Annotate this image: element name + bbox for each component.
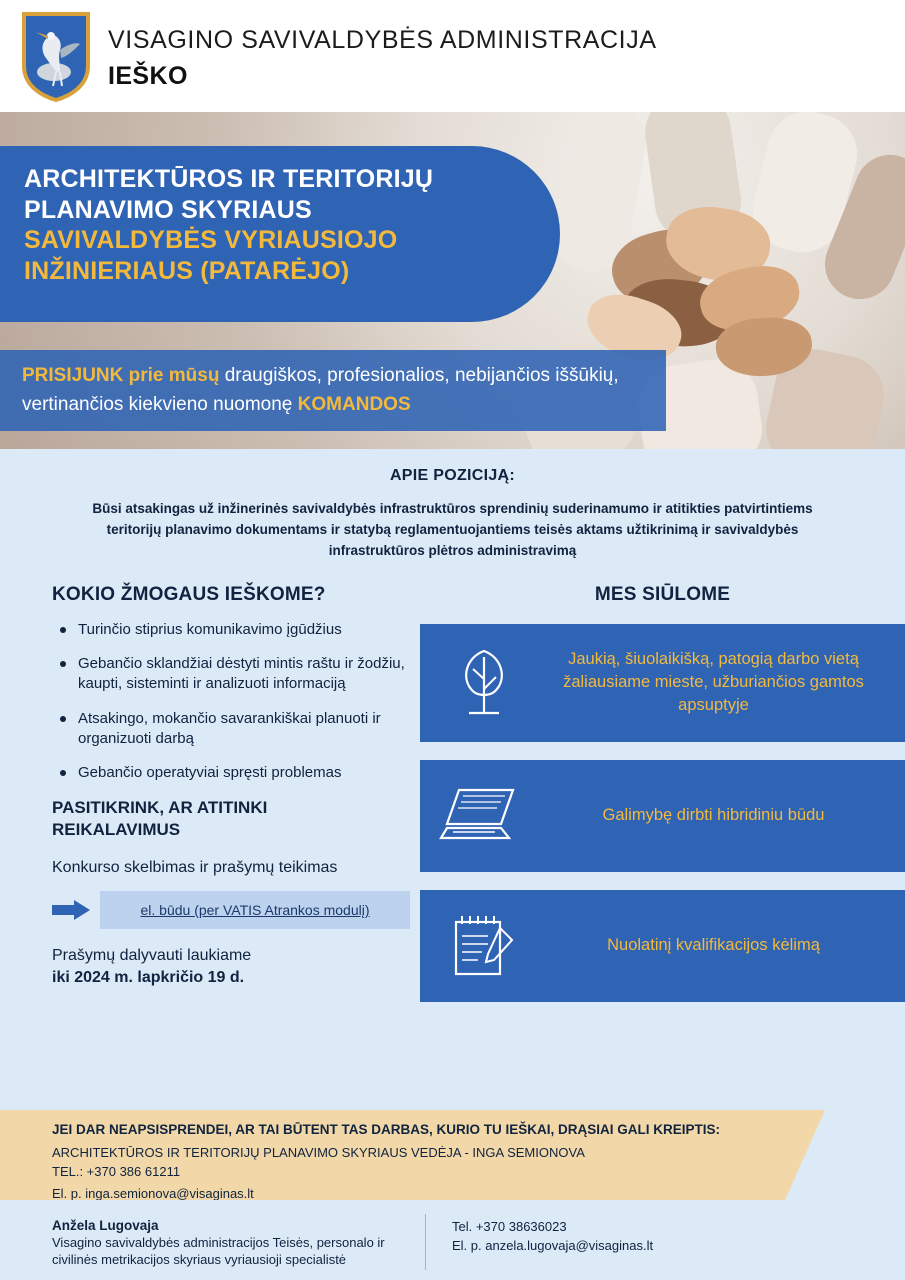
requirements-list — [52, 620, 420, 784]
contact-phone: TEL.: +370 386 61211 — [52, 1164, 181, 1179]
tree-icon — [430, 643, 538, 723]
deadline-block — [52, 945, 420, 990]
arrow-right-icon — [52, 899, 92, 926]
offers-column — [420, 584, 905, 1020]
footer — [0, 1200, 905, 1280]
laptop-icon — [430, 782, 538, 850]
vatis-application-link[interactable]: el. būdu (per VATIS Atrankos modulį) — [140, 902, 370, 919]
check-requirements-line2: REIKALAVIMUS — [52, 820, 181, 840]
seeking-label: IEŠKO — [108, 62, 188, 90]
offer-card-workplace — [420, 624, 905, 742]
footer-email: El. p. anzela.lugovaja@visaginas.lt — [452, 1237, 654, 1253]
offers-heading: MES SIŪLOME — [594, 583, 731, 605]
content-columns — [0, 584, 905, 1020]
position-title-band — [0, 146, 560, 322]
join-body-text: draugiškos, profesionalios, nebijančios iššūkių, vertinančios kiekvieno nuomonę — [22, 365, 619, 415]
list-item: Turinčio stiprius komunikavimo įgūdžius — [52, 620, 420, 640]
coat-of-arms-heron-icon — [20, 10, 92, 102]
footer-phone: Tel. +370 38636023 — [452, 1219, 567, 1234]
contact-line1: JEI DAR NEAPSISPRENDEI, AR TAI BŪTENT TAS DARBAS, KURIO TU IEŠKAI, DRĄSIAI GALI KREIPTIS: — [52, 1122, 721, 1137]
hero-section — [0, 112, 905, 449]
organization-title: VISAGINO SAVIVALDYBĖS ADMINISTRACIJA — [108, 26, 657, 54]
offer-text: Galimybę dirbti hibridiniu būdu — [602, 806, 825, 825]
check-requirements-line1: PASITIKRINK, AR ATITINKI — [52, 798, 268, 818]
list-item: Atsakingo, mokančio savarankiškai planuoti ir organizuoti darbą — [52, 709, 420, 750]
footer-name: Anžela Lugovaja — [52, 1218, 159, 1233]
footer-description: Visagino savivaldybės administracijos Teisės, personalo ir civilinės metrikacijos skyriaus vyriausioji specialistė — [52, 1235, 385, 1267]
join-accent-start: PRISIJUNK prie mūsų — [22, 365, 220, 386]
contact-email: El. p. inga.semionova@visaginas.lt — [52, 1186, 254, 1200]
requirements-column — [0, 584, 420, 1020]
application-link-row — [52, 891, 420, 929]
requirements-heading: KOKIO ŽMOGAUS IEŠKOME? — [52, 583, 326, 605]
position-title-line3: SAVIVALDYBĖS VYRIAUSIOJO — [24, 226, 398, 254]
position-title-line4: INŽINIERIAUS (PATARĖJO) — [24, 256, 350, 285]
application-link-box[interactable] — [100, 891, 410, 929]
check-requirements-heading — [52, 797, 420, 841]
position-title-line2: PLANAVIMO SKYRIAUS — [24, 195, 312, 224]
offer-text: Jaukią, šiuolaikišką, patogią darbo vietą žaliausiame mieste, užburiančios gamtos apsuptyje — [563, 650, 864, 715]
footer-divider — [425, 1214, 426, 1270]
contact-band — [0, 1110, 905, 1200]
offer-card-hybrid — [420, 760, 905, 872]
offer-card-qualification — [420, 890, 905, 1002]
footer-person — [52, 1218, 392, 1269]
application-label: Konkurso skelbimas ir prašymų teikimas — [52, 859, 338, 877]
list-item: Gebančio operatyviai spręsti problemas — [52, 763, 420, 783]
about-heading: APIE POZICIJĄ: — [389, 467, 516, 484]
notepad-pencil-icon — [430, 910, 538, 982]
footer-contacts — [452, 1218, 653, 1256]
header — [0, 0, 905, 112]
deadline-line2: iki 2024 m. lapkričio 19 d. — [52, 969, 245, 987]
offer-text: Nuolatinį kvalifikacijos kėlimą — [607, 936, 820, 955]
deadline-line1: Prašymų dalyvauti laukiame — [52, 947, 252, 965]
list-item: Gebančio sklandžiai dėstyti mintis raštu ir žodžiu, kaupti, sisteminti ir analizuoti informaciją — [52, 654, 420, 695]
about-position — [0, 449, 905, 562]
position-title-line1: ARCHITEKTŪROS IR TERITORIJŲ — [24, 165, 434, 193]
contact-line2: ARCHITEKTŪROS IR TERITORIJŲ PLANAVIMO SKYRIAUS VEDĖJA - INGA SEMIONOVA — [52, 1145, 585, 1160]
about-text: Būsi atsakingas už inžinerinės savivaldybės infrastruktūros sprendinių suderinamumo ir atitikties patvirtintiems teritorijų planavimo dokumentams ir statybą reglamentuojantiems teisės aktams užtikrinimą ir savivaldybės infrastruktūros plėtros administravimą — [92, 501, 813, 558]
join-team-strip — [0, 350, 666, 431]
join-accent-end: KOMANDOS — [297, 393, 411, 415]
